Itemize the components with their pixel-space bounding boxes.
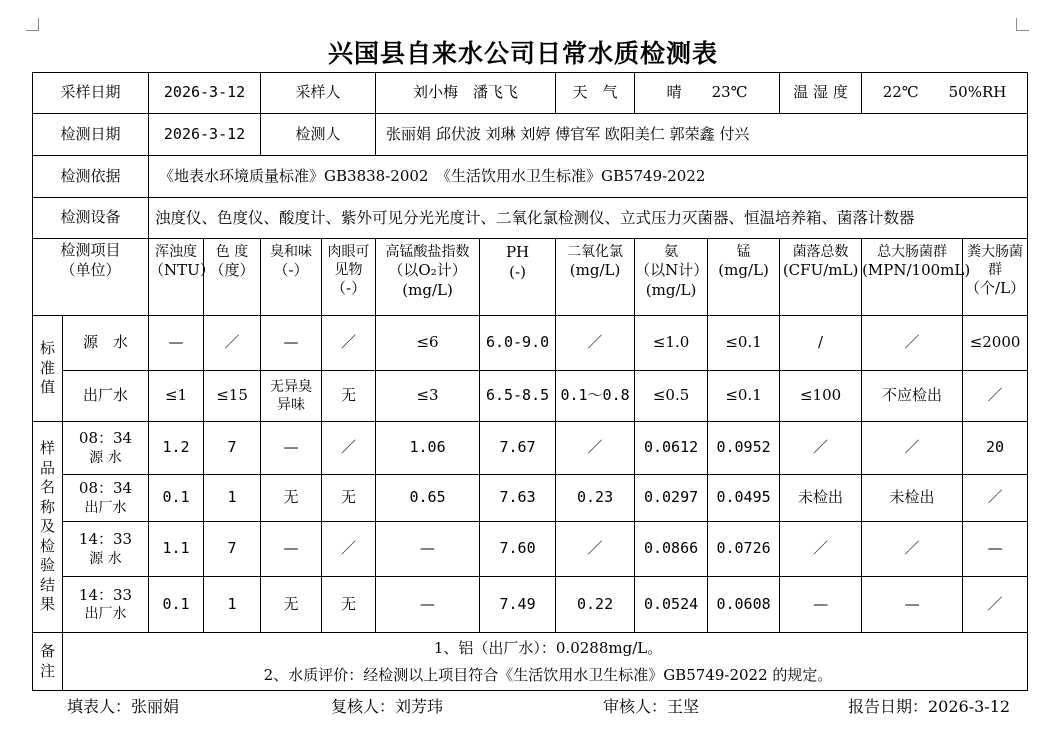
table-cell: ／: [963, 371, 1028, 422]
results-group-label: 样品名称及检验结果: [33, 422, 63, 633]
table-cell: ≤0.1: [708, 316, 780, 371]
table-cell: 6.5-8.5: [480, 371, 556, 422]
table-cell: ≤0.5: [635, 371, 708, 422]
table-cell: ／: [862, 422, 963, 475]
table-cell: 无: [261, 475, 322, 522]
table-cell: ≤15: [204, 371, 261, 422]
page-corner-mark-left: [26, 18, 39, 31]
result-row: [33, 475, 1028, 522]
table-cell: ／: [556, 316, 635, 371]
table-cell: 1: [204, 475, 261, 522]
sample-name: 14：33 源 水: [63, 522, 149, 577]
col-header-total-coliform: 总大肠菌群 (MPN/100mL): [862, 239, 963, 316]
water-quality-table: [32, 72, 1028, 691]
table-cell: 0.1: [149, 475, 204, 522]
table-cell: —: [862, 577, 963, 633]
table-cell: —: [376, 522, 480, 577]
table-cell: ≤0.1: [708, 371, 780, 422]
test-date-label: 检测日期: [33, 114, 149, 156]
notes-content: [63, 633, 1028, 691]
col-header-visible-matter: 肉眼可 见物 （-）: [322, 239, 376, 316]
notes-label: 备注: [33, 633, 63, 691]
table-cell: 1: [204, 577, 261, 633]
table-cell: 1.2: [149, 422, 204, 475]
row-label: 出厂水: [63, 371, 149, 422]
table-cell: 不应检出: [862, 371, 963, 422]
table-cell: 无异臭异味: [261, 371, 322, 422]
table-cell: 0.0608: [708, 577, 780, 633]
col-header-ph: PH (-): [480, 239, 556, 316]
table-cell: 7.67: [480, 422, 556, 475]
item-header-label: 检测项目: [60, 241, 121, 259]
table-cell: /: [780, 316, 862, 371]
table-cell: ／: [322, 316, 376, 371]
table-cell: —: [261, 522, 322, 577]
col-header-manganese: 锰 (mg/L): [708, 239, 780, 316]
weather-value: 晴 23℃: [635, 73, 780, 114]
sample-date-label: 采样日期: [33, 73, 149, 114]
table-cell: 0.0297: [635, 475, 708, 522]
table-cell: —: [376, 577, 480, 633]
table-cell: ／: [322, 522, 376, 577]
table-cell: ／: [322, 422, 376, 475]
table-cell: ／: [963, 577, 1028, 633]
table-cell: ／: [862, 316, 963, 371]
equipment-label: 检测设备: [33, 198, 149, 239]
table-cell: 0.65: [376, 475, 480, 522]
col-header-fecal-coliform: 粪大肠菌群 （个/L）: [963, 239, 1028, 316]
temp-humidity-value: 22℃ 50%RH: [862, 73, 1028, 114]
basis-value: 《地表水环境质量标准》GB3838-2002 《生活饮用水卫生标准》GB5749-2022: [149, 156, 1028, 198]
table-cell: —: [963, 522, 1028, 577]
table-cell: 7.49: [480, 577, 556, 633]
filler-signature: 填表人：张丽娟: [67, 697, 180, 716]
table-cell: ≤100: [780, 371, 862, 422]
table-cell: —: [261, 316, 322, 371]
col-header-permanganate: 高锰酸盐指数 （以O₂计） (mg/L): [376, 239, 480, 316]
sample-name: 14：33 出厂水: [63, 577, 149, 633]
table-cell: ／: [963, 475, 1028, 522]
item-header: [33, 239, 149, 316]
table-cell: —: [780, 577, 862, 633]
table-cell: 0.22: [556, 577, 635, 633]
table-cell: 无: [261, 577, 322, 633]
notes-row: [33, 633, 1028, 691]
col-header-odor: 臭和味 （-）: [261, 239, 322, 316]
table-cell: ／: [780, 422, 862, 475]
table-cell: —: [149, 316, 204, 371]
auditor-signature: 审核人：王坚: [603, 697, 700, 716]
col-header-turbidity: 浑浊度 （NTU）: [149, 239, 204, 316]
table-cell: ≤1.0: [635, 316, 708, 371]
table-cell: ／: [556, 422, 635, 475]
sample-name: 08：34 出厂水: [63, 475, 149, 522]
equipment-value: 浊度仪、色度仪、酸度计、紫外可见分光光度计、二氧化氯检测仪、立式压力灭菌器、恒温培养箱、菌落计数器: [149, 198, 1028, 239]
table-cell: 20: [963, 422, 1028, 475]
table-cell: 未检出: [780, 475, 862, 522]
table-cell: ≤2000: [963, 316, 1028, 371]
testers-value: 张丽娟 邱伏波 刘琳 刘婷 傅官军 欧阳美仁 郭荣鑫 付兴: [376, 114, 1028, 156]
table-cell: ／: [556, 522, 635, 577]
table-cell: ／: [780, 522, 862, 577]
table-cell: 0.0726: [708, 522, 780, 577]
table-cell: 0.0866: [635, 522, 708, 577]
item-header-unit: （单位）: [60, 260, 121, 279]
row-label: 源 水: [63, 316, 149, 371]
table-cell: 0.1: [149, 577, 204, 633]
table-cell: ／: [862, 522, 963, 577]
table-cell: 0.0952: [708, 422, 780, 475]
col-header-colony-count: 菌落总数 (CFU/mL): [780, 239, 862, 316]
table-cell: ≤3: [376, 371, 480, 422]
weather-label: 天 气: [556, 73, 635, 114]
table-cell: 0.0495: [708, 475, 780, 522]
page-corner-mark-right: [1016, 18, 1029, 31]
standard-row-finished: [33, 371, 1028, 422]
table-cell: 未检出: [862, 475, 963, 522]
report-date: 报告日期：2026-3-12: [848, 697, 1011, 716]
note-line-1: 1、铝（出厂水）：0.0288mg/L。: [433, 639, 663, 658]
table-cell: 0.1～0.8: [556, 371, 635, 422]
table-cell: 无: [322, 577, 376, 633]
result-row: [33, 577, 1028, 633]
sample-name: 08：34 源 水: [63, 422, 149, 475]
reviewer-signature: 复核人：刘芳玮: [331, 697, 444, 716]
table-cell: 0.23: [556, 475, 635, 522]
col-header-color: 色 度 （度）: [204, 239, 261, 316]
standard-row-source: [33, 316, 1028, 371]
note-line-2: 2、水质评价：经检测以上项目符合《生活饮用水卫生标准》GB5749-2022 的规定。: [263, 665, 833, 684]
temp-humidity-label: 温 湿 度: [780, 73, 862, 114]
result-row: [33, 422, 1028, 475]
table-cell: 7: [204, 422, 261, 475]
col-header-chlorine-dioxide: 二氧化氯 (mg/L): [556, 239, 635, 316]
table-cell: 1.1: [149, 522, 204, 577]
standard-group-label: 标准值: [33, 316, 63, 422]
table-cell: 0.0524: [635, 577, 708, 633]
table-cell: 7: [204, 522, 261, 577]
document-title: 兴国县自来水公司日常水质检测表: [327, 39, 718, 68]
table-cell: —: [261, 422, 322, 475]
table-cell: ≤1: [149, 371, 204, 422]
col-header-ammonia: 氨 （以N计） (mg/L): [635, 239, 708, 316]
table-cell: 无: [322, 371, 376, 422]
table-cell: 7.63: [480, 475, 556, 522]
result-row: [33, 522, 1028, 577]
tester-label: 检测人: [261, 114, 376, 156]
table-cell: 0.0612: [635, 422, 708, 475]
table-cell: ／: [204, 316, 261, 371]
table-cell: 1.06: [376, 422, 480, 475]
sampler-label: 采样人: [261, 73, 376, 114]
table-cell: 6.0-9.0: [480, 316, 556, 371]
sample-date-value: 2026-3-12: [149, 73, 261, 114]
table-cell: 7.60: [480, 522, 556, 577]
table-cell: 无: [322, 475, 376, 522]
basis-label: 检测依据: [33, 156, 149, 198]
table-cell: ≤6: [376, 316, 480, 371]
sampler-value: 刘小梅 潘飞飞: [376, 73, 556, 114]
test-date-value: 2026-3-12: [149, 114, 261, 156]
